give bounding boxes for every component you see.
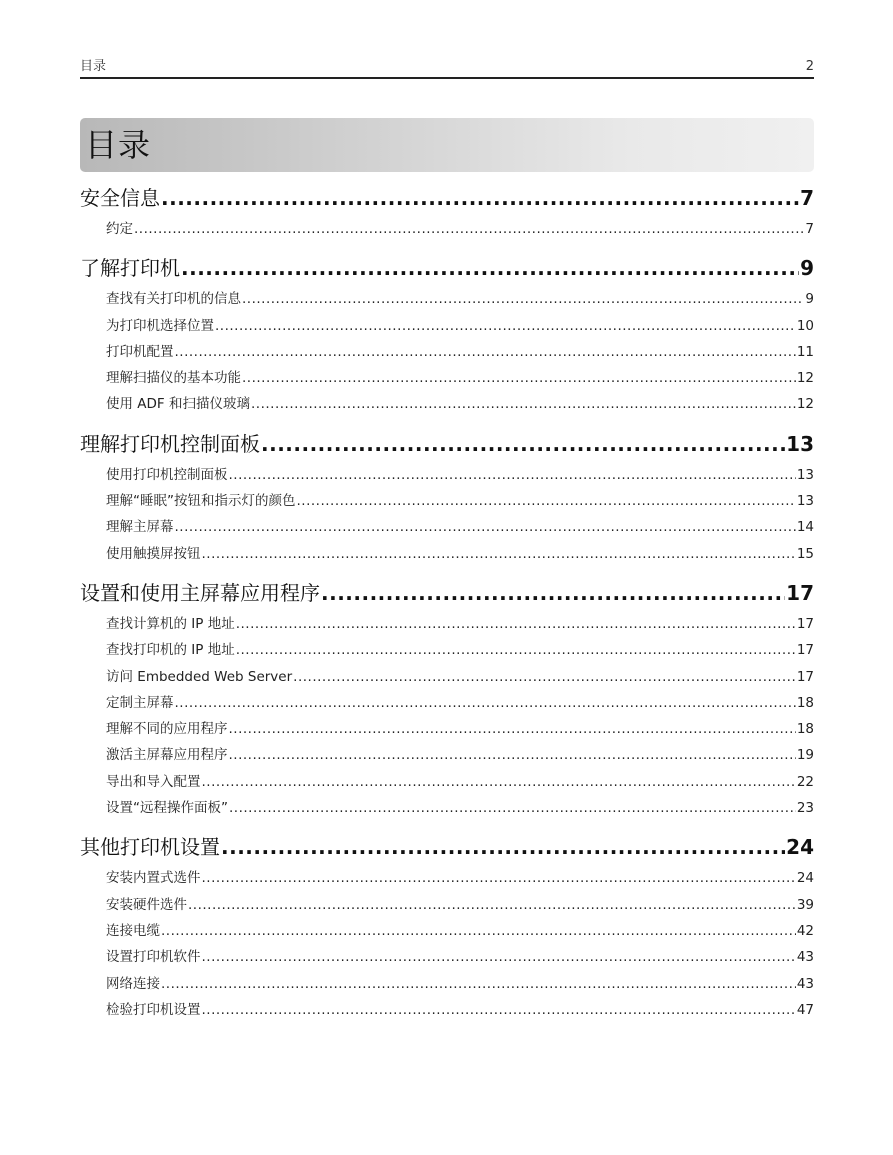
toc-subsection-entry[interactable] bbox=[80, 488, 814, 514]
subsection-title: 激活主屏幕应用程序 bbox=[106, 747, 228, 764]
subsection-title: 设置“远程操作面板” bbox=[106, 800, 228, 817]
dot-leader bbox=[175, 514, 796, 540]
subsection-page-number: 19 bbox=[796, 747, 814, 764]
subsection-title: 约定 bbox=[106, 221, 133, 237]
toc-subsection-entry[interactable] bbox=[80, 514, 814, 540]
toc-chapter-entry[interactable] bbox=[80, 576, 814, 611]
subsection-title: 安装内置式选件 bbox=[106, 870, 201, 887]
toc-subsection-entry[interactable] bbox=[80, 892, 814, 918]
subsection-title: 连接电缆 bbox=[106, 922, 160, 939]
header-page-number: 2 bbox=[805, 59, 814, 74]
toc-chapter-entry[interactable] bbox=[80, 830, 814, 865]
dot-leader bbox=[221, 830, 785, 865]
dot-leader bbox=[236, 611, 796, 637]
dot-leader bbox=[236, 637, 796, 663]
subsection-page-number: 13 bbox=[796, 466, 814, 483]
dot-leader bbox=[161, 971, 796, 997]
dot-leader bbox=[293, 664, 796, 690]
toc-chapter-entry[interactable] bbox=[80, 427, 814, 462]
subsection-page-number: 11 bbox=[796, 343, 814, 360]
subsection-title: 网络连接 bbox=[106, 975, 160, 992]
dot-leader bbox=[261, 427, 785, 462]
subsection-page-number: 24 bbox=[796, 870, 814, 887]
header-section-title: 目录 bbox=[80, 59, 107, 74]
toc-title: 目录 bbox=[85, 126, 152, 164]
toc-subsection-entry[interactable] bbox=[80, 664, 814, 690]
dot-leader bbox=[321, 576, 785, 611]
subsection-page-number: 43 bbox=[796, 949, 814, 966]
chapter-title: 了解打印机 bbox=[80, 256, 180, 281]
toc-subsection-entry[interactable] bbox=[80, 716, 814, 742]
toc-subsection-entry[interactable] bbox=[80, 365, 814, 391]
toc-chapter-entry[interactable] bbox=[80, 181, 814, 216]
table-of-contents bbox=[80, 181, 814, 1032]
dot-leader bbox=[161, 181, 799, 216]
dot-leader bbox=[215, 313, 796, 339]
subsection-page-number: 18 bbox=[796, 694, 814, 711]
dot-leader bbox=[242, 286, 804, 312]
dot-leader bbox=[229, 742, 796, 768]
subsection-page-number: 9 bbox=[805, 291, 814, 308]
dot-leader bbox=[229, 795, 796, 821]
subsection-title: 使用触摸屏按钮 bbox=[106, 545, 201, 562]
dot-leader bbox=[188, 892, 796, 918]
chapter-page-number: 17 bbox=[786, 580, 814, 605]
toc-subsection-entry[interactable] bbox=[80, 865, 814, 891]
chapter-page-number: 7 bbox=[800, 186, 814, 210]
subsection-page-number: 18 bbox=[796, 721, 814, 738]
subsection-title: 设置打印机软件 bbox=[106, 949, 201, 966]
dot-leader bbox=[202, 769, 796, 795]
subsection-page-number: 15 bbox=[796, 545, 814, 562]
chapter-title: 设置和使用主屏幕应用程序 bbox=[80, 580, 320, 605]
toc-section bbox=[80, 576, 814, 821]
dot-leader bbox=[134, 216, 804, 242]
toc-subsection-entry[interactable] bbox=[80, 742, 814, 768]
chapter-page-number: 24 bbox=[786, 835, 814, 860]
subsection-page-number: 43 bbox=[796, 975, 814, 992]
dot-leader bbox=[202, 865, 796, 891]
toc-subsection-entry[interactable] bbox=[80, 944, 814, 970]
page-header bbox=[80, 58, 814, 79]
subsection-title: 使用 ADF 和扫描仪玻璃 bbox=[106, 396, 250, 413]
subsection-title: 为打印机选择位置 bbox=[106, 317, 214, 334]
subsection-page-number: 23 bbox=[796, 800, 814, 817]
subsection-title: 导出和导入配置 bbox=[106, 773, 201, 790]
subsection-title: 理解主屏幕 bbox=[106, 519, 174, 536]
chapter-title: 理解打印机控制面板 bbox=[80, 431, 260, 456]
subsection-page-number: 17 bbox=[796, 642, 814, 659]
dot-leader bbox=[242, 365, 796, 391]
subsection-title: 检验打印机设置 bbox=[106, 1001, 201, 1018]
subsection-title: 使用打印机控制面板 bbox=[106, 466, 228, 483]
dot-leader bbox=[175, 690, 796, 716]
toc-subsection-entry[interactable] bbox=[80, 769, 814, 795]
toc-subsection-entry[interactable] bbox=[80, 391, 814, 417]
subsection-page-number: 13 bbox=[796, 493, 814, 510]
dot-leader bbox=[251, 391, 796, 417]
dot-leader bbox=[229, 716, 796, 742]
subsection-page-number: 10 bbox=[796, 317, 814, 334]
subsection-page-number: 17 bbox=[796, 615, 814, 632]
dot-leader bbox=[202, 944, 796, 970]
dot-leader bbox=[181, 251, 799, 286]
toc-subsection-entry[interactable] bbox=[80, 997, 814, 1023]
subsection-title: 理解“睡眠”按钮和指示灯的颜色 bbox=[106, 493, 296, 510]
dot-leader bbox=[202, 997, 796, 1023]
toc-subsection-entry[interactable] bbox=[80, 918, 814, 944]
subsection-title: 查找打印机的 IP 地址 bbox=[106, 642, 235, 659]
subsection-title: 定制主屏幕 bbox=[106, 694, 174, 711]
dot-leader bbox=[202, 541, 796, 567]
toc-subsection-entry[interactable] bbox=[80, 313, 814, 339]
subsection-title: 理解扫描仪的基本功能 bbox=[106, 370, 241, 387]
toc-section bbox=[80, 427, 814, 567]
subsection-page-number: 17 bbox=[796, 668, 814, 685]
chapter-title: 安全信息 bbox=[80, 186, 160, 210]
subsection-page-number: 12 bbox=[796, 396, 814, 413]
subsection-page-number: 39 bbox=[796, 896, 814, 913]
toc-subsection-entry[interactable] bbox=[80, 541, 814, 567]
toc-subsection-entry[interactable] bbox=[80, 216, 814, 242]
toc-subsection-entry[interactable] bbox=[80, 462, 814, 488]
dot-leader bbox=[297, 488, 796, 514]
subsection-page-number: 42 bbox=[796, 922, 814, 939]
toc-subsection-entry[interactable] bbox=[80, 690, 814, 716]
subsection-title: 查找计算机的 IP 地址 bbox=[106, 615, 235, 632]
toc-subsection-entry[interactable] bbox=[80, 971, 814, 997]
subsection-page-number: 14 bbox=[796, 519, 814, 536]
subsection-title: 访问 Embedded Web Server bbox=[106, 668, 293, 685]
toc-section bbox=[80, 181, 814, 242]
chapter-page-number: 13 bbox=[786, 431, 814, 456]
chapter-title: 其他打印机设置 bbox=[80, 835, 220, 860]
toc-section bbox=[80, 830, 814, 1023]
toc-subsection-entry[interactable] bbox=[80, 795, 814, 821]
subsection-page-number: 7 bbox=[805, 221, 814, 237]
toc-title-banner bbox=[80, 118, 814, 172]
toc-chapter-entry[interactable] bbox=[80, 251, 814, 286]
toc-subsection-entry[interactable] bbox=[80, 286, 814, 312]
chapter-page-number: 9 bbox=[800, 256, 814, 281]
subsection-page-number: 22 bbox=[796, 773, 814, 790]
subsection-title: 理解不同的应用程序 bbox=[106, 721, 228, 738]
subsection-title: 打印机配置 bbox=[106, 343, 174, 360]
dot-leader bbox=[229, 462, 796, 488]
subsection-page-number: 47 bbox=[796, 1001, 814, 1018]
dot-leader bbox=[175, 339, 796, 365]
subsection-title: 查找有关打印机的信息 bbox=[106, 291, 241, 308]
subsection-title: 安装硬件选件 bbox=[106, 896, 187, 913]
dot-leader bbox=[161, 918, 796, 944]
toc-section bbox=[80, 251, 814, 417]
toc-subsection-entry[interactable] bbox=[80, 637, 814, 663]
toc-subsection-entry[interactable] bbox=[80, 339, 814, 365]
subsection-page-number: 12 bbox=[796, 370, 814, 387]
toc-subsection-entry[interactable] bbox=[80, 611, 814, 637]
